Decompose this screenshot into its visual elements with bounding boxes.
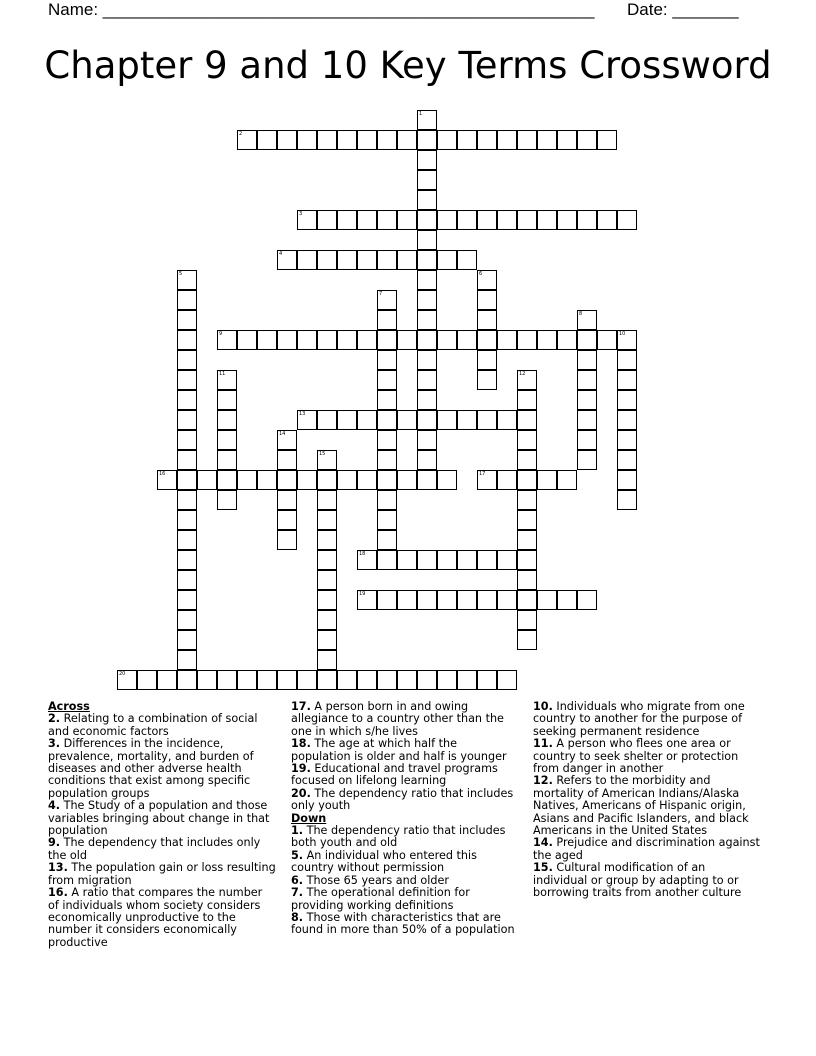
grid-cell[interactable] [297, 470, 317, 490]
grid-cell[interactable] [477, 290, 497, 310]
grid-cell[interactable] [457, 670, 477, 690]
cell-number: 6 [479, 271, 483, 277]
grid-cell[interactable] [317, 450, 337, 470]
cell-number: 12 [519, 371, 526, 377]
grid-cell[interactable] [357, 470, 377, 490]
clue-down-7: 7. The operational definition for providing working definitions [291, 886, 470, 912]
clue-across-13: 13. The population gain or loss resulting from migration [48, 861, 276, 887]
grid-cell[interactable] [217, 370, 237, 390]
grid-cell[interactable] [497, 210, 517, 230]
grid-cell[interactable] [377, 250, 397, 270]
grid-cell[interactable] [277, 330, 297, 350]
page-title: Chapter 9 and 10 Key Terms Crossword [44, 44, 772, 87]
grid-cell[interactable] [497, 470, 517, 490]
grid-cell[interactable] [217, 670, 237, 690]
grid-cell[interactable] [137, 670, 157, 690]
grid-cell[interactable] [577, 350, 597, 370]
grid-cell[interactable] [557, 470, 577, 490]
grid-cell[interactable] [197, 470, 217, 490]
grid-cell[interactable] [577, 370, 597, 390]
grid-cell[interactable] [317, 650, 337, 670]
grid-cell[interactable] [577, 410, 597, 430]
grid-cell[interactable] [317, 670, 337, 690]
clue-down-1: 1. The dependency ratio that includes both youth and old [291, 824, 506, 850]
clue-across-17: 17. A person born in and owing allegiance to a country other than the one in which s/he lives [291, 700, 504, 738]
grid-cell[interactable] [317, 530, 337, 550]
cell-number: 9 [219, 331, 223, 337]
grid-cell[interactable] [517, 330, 537, 350]
grid-cell[interactable] [297, 210, 317, 230]
cell-number: 4 [279, 251, 283, 257]
grid-cell[interactable] [437, 410, 457, 430]
name-field[interactable]: Name: ____________________________________________________ [48, 0, 595, 19]
grid-cell[interactable] [337, 330, 357, 350]
grid-cell[interactable] [337, 210, 357, 230]
grid-cell[interactable] [437, 590, 457, 610]
grid-cell[interactable] [217, 490, 237, 510]
grid-cell[interactable] [297, 410, 317, 430]
grid-cell[interactable] [437, 670, 457, 690]
grid-cell[interactable] [177, 670, 197, 690]
grid-cell[interactable] [377, 350, 397, 370]
grid-cell[interactable] [337, 250, 357, 270]
clue-across-2: 2. Relating to a combination of social and economic factors [48, 712, 258, 738]
grid-cell[interactable] [577, 310, 597, 330]
grid-cell[interactable] [497, 410, 517, 430]
grid-cell[interactable] [617, 330, 637, 350]
grid-cell[interactable] [357, 550, 377, 570]
grid-cell[interactable] [357, 590, 377, 610]
grid-cell[interactable] [277, 430, 297, 450]
grid-cell[interactable] [417, 330, 437, 350]
grid-cell[interactable] [357, 670, 377, 690]
grid-cell[interactable] [577, 590, 597, 610]
grid-cell[interactable] [617, 470, 637, 490]
clue-across-16: 16. A ratio that compares the number of individuals whom society considers economically unproductive to the number it considers economically productive [48, 886, 263, 949]
grid-cell[interactable] [377, 290, 397, 310]
grid-cell[interactable] [377, 330, 397, 350]
grid-cell[interactable] [417, 470, 437, 490]
grid-cell[interactable] [277, 250, 297, 270]
down-heading: Down [291, 811, 327, 825]
grid-cell[interactable] [357, 210, 377, 230]
grid-cell[interactable] [617, 390, 637, 410]
grid-cell[interactable] [377, 490, 397, 510]
grid-cell[interactable] [457, 410, 477, 430]
grid-cell[interactable] [317, 130, 337, 150]
grid-cell[interactable] [397, 130, 417, 150]
grid-cell[interactable] [477, 270, 497, 290]
grid-cell[interactable] [237, 330, 257, 350]
grid-cell[interactable] [557, 330, 577, 350]
grid-cell[interactable] [517, 630, 537, 650]
grid-cell[interactable] [257, 130, 277, 150]
grid-cell[interactable] [517, 550, 537, 570]
grid-cell[interactable] [177, 630, 197, 650]
grid-cell[interactable] [417, 370, 437, 390]
grid-cell[interactable] [417, 590, 437, 610]
grid-cell[interactable] [277, 670, 297, 690]
grid-cell[interactable] [377, 450, 397, 470]
grid-cell[interactable] [177, 470, 197, 490]
grid-cell[interactable] [517, 210, 537, 230]
grid-cell[interactable] [177, 650, 197, 670]
grid-cell[interactable] [177, 610, 197, 630]
grid-cell[interactable] [497, 130, 517, 150]
grid-cell[interactable] [617, 410, 637, 430]
grid-cell[interactable] [177, 530, 197, 550]
grid-cell[interactable] [297, 130, 317, 150]
grid-cell[interactable] [317, 470, 337, 490]
grid-cell[interactable] [377, 510, 397, 530]
grid-cell[interactable] [477, 670, 497, 690]
clue-across-3: 3. Differences in the incidence, prevalence, mortality, and burden of diseases and other adverse health conditions that exist among specific population groups [48, 737, 254, 800]
clue-down-10: 10. Individuals who migrate from one country to another for the purpose of seeking permanent residence [533, 700, 745, 738]
grid-cell[interactable] [437, 250, 457, 270]
clues-column-3 [533, 701, 761, 900]
grid-cell[interactable] [597, 330, 617, 350]
grid-cell[interactable] [417, 430, 437, 450]
clues-column-1 [48, 701, 276, 949]
grid-cell[interactable] [437, 550, 457, 570]
cell-number: 2 [239, 131, 243, 137]
grid-cell[interactable] [377, 470, 397, 490]
grid-cell[interactable] [617, 210, 637, 230]
grid-cell[interactable] [457, 250, 477, 270]
grid-cell[interactable] [177, 490, 197, 510]
clue-down-8: 8. Those with characteristics that are found in more than 50% of a population [291, 910, 515, 937]
grid-cell[interactable] [417, 310, 437, 330]
cell-number: 16 [159, 471, 166, 477]
grid-cell[interactable] [357, 410, 377, 430]
grid-cell[interactable] [577, 390, 597, 410]
grid-cell[interactable] [457, 330, 477, 350]
cell-number: 1 [419, 111, 423, 117]
grid-cell[interactable] [517, 370, 537, 390]
grid-cell[interactable] [377, 590, 397, 610]
grid-cell[interactable] [457, 550, 477, 570]
clue-down-12: 12. Refers to the morbidity and mortality of American Indians/Alaska Natives, Americans of Hispanic origin, Asians and Pacific Islanders, and black Americans in the United States [533, 774, 749, 838]
grid-cell[interactable] [157, 470, 177, 490]
grid-cell[interactable] [577, 330, 597, 350]
grid-cell[interactable] [277, 450, 297, 470]
grid-cell[interactable] [577, 450, 597, 470]
grid-cell[interactable] [277, 510, 297, 530]
grid-cell[interactable] [597, 210, 617, 230]
grid-cell[interactable] [517, 410, 537, 430]
grid-cell[interactable] [237, 130, 257, 150]
grid-cell[interactable] [477, 590, 497, 610]
grid-cell[interactable] [177, 450, 197, 470]
grid-cell[interactable] [417, 270, 437, 290]
grid-cell[interactable] [537, 130, 557, 150]
grid-cell[interactable] [517, 530, 537, 550]
grid-cell[interactable] [337, 470, 357, 490]
grid-cell[interactable] [417, 670, 437, 690]
grid-cell[interactable] [417, 110, 437, 130]
grid-cell[interactable] [377, 210, 397, 230]
grid-cell[interactable] [417, 550, 437, 570]
grid-cell[interactable] [437, 470, 457, 490]
grid-cell[interactable] [517, 450, 537, 470]
grid-cell[interactable] [237, 670, 257, 690]
grid-cell[interactable] [417, 170, 437, 190]
grid-cell[interactable] [477, 130, 497, 150]
grid-cell[interactable] [317, 330, 337, 350]
grid-cell[interactable] [517, 570, 537, 590]
grid-cell[interactable] [357, 250, 377, 270]
cell-number: 10 [619, 331, 626, 337]
grid-cell[interactable] [217, 470, 237, 490]
grid-cell[interactable] [477, 310, 497, 330]
grid-cell[interactable] [457, 130, 477, 150]
across-heading: Across [48, 700, 90, 713]
grid-cell[interactable] [257, 470, 277, 490]
grid-cell[interactable] [557, 130, 577, 150]
clue-across-18: 18. The age at which half the population is older and half is younger [291, 737, 507, 763]
grid-cell[interactable] [417, 130, 437, 150]
grid-cell[interactable] [177, 390, 197, 410]
cell-number: 8 [579, 311, 583, 317]
grid-cell[interactable] [357, 330, 377, 350]
grid-cell[interactable] [237, 470, 257, 490]
grid-cell[interactable] [437, 330, 457, 350]
clue-across-9: 9. The dependency that includes only the old [48, 836, 261, 862]
grid-cell[interactable] [357, 130, 377, 150]
cell-number: 15 [319, 451, 326, 457]
grid-cell[interactable] [257, 670, 277, 690]
grid-cell[interactable] [177, 550, 197, 570]
date-field[interactable]: Date: _______ [627, 0, 739, 19]
grid-cell[interactable] [217, 450, 237, 470]
grid-cell[interactable] [317, 210, 337, 230]
grid-cell[interactable] [437, 210, 457, 230]
grid-cell[interactable] [617, 450, 637, 470]
grid-cell[interactable] [417, 450, 437, 470]
grid-cell[interactable] [397, 670, 417, 690]
grid-cell[interactable] [517, 490, 537, 510]
grid-cell[interactable] [177, 270, 197, 290]
grid-cell[interactable] [517, 390, 537, 410]
grid-cell[interactable] [317, 590, 337, 610]
grid-cell[interactable] [417, 290, 437, 310]
cell-number: 13 [299, 411, 306, 417]
grid-cell[interactable] [417, 350, 437, 370]
grid-cell[interactable] [577, 430, 597, 450]
grid-cell[interactable] [377, 410, 397, 430]
grid-cell[interactable] [617, 350, 637, 370]
grid-cell[interactable] [537, 470, 557, 490]
grid-cell[interactable] [517, 470, 537, 490]
clue-across-4: 4. The Study of a population and those variables bringing about change in that population [48, 799, 270, 838]
grid-cell[interactable] [217, 430, 237, 450]
grid-cell[interactable] [217, 390, 237, 410]
grid-cell[interactable] [477, 470, 497, 490]
grid-cell[interactable] [557, 210, 577, 230]
grid-cell[interactable] [177, 510, 197, 530]
grid-cell[interactable] [377, 310, 397, 330]
cell-number: 14 [279, 431, 286, 437]
grid-cell[interactable] [497, 670, 517, 690]
clue-down-6: 6. Those 65 years and older [291, 873, 449, 887]
grid-cell[interactable] [177, 370, 197, 390]
grid-cell[interactable] [417, 210, 437, 230]
cell-number: 20 [119, 671, 126, 677]
grid-cell[interactable] [177, 590, 197, 610]
grid-cell[interactable] [497, 590, 517, 610]
grid-cell[interactable] [477, 550, 497, 570]
grid-cell[interactable] [337, 130, 357, 150]
grid-cell[interactable] [417, 250, 437, 270]
grid-cell[interactable] [477, 210, 497, 230]
grid-cell[interactable] [337, 410, 357, 430]
grid-cell[interactable] [437, 130, 457, 150]
grid-cell[interactable] [177, 290, 197, 310]
cell-number: 11 [219, 371, 226, 377]
grid-cell[interactable] [177, 310, 197, 330]
grid-cell[interactable] [537, 590, 557, 610]
grid-cell[interactable] [377, 530, 397, 550]
grid-cell[interactable] [557, 590, 577, 610]
grid-cell[interactable] [417, 390, 437, 410]
grid-cell[interactable] [497, 550, 517, 570]
cell-number: 19 [359, 591, 366, 597]
grid-cell[interactable] [397, 210, 417, 230]
grid-cell[interactable] [157, 670, 177, 690]
grid-cell[interactable] [177, 350, 197, 370]
grid-cell[interactable] [377, 370, 397, 390]
grid-cell[interactable] [417, 230, 437, 250]
grid-cell[interactable] [397, 550, 417, 570]
grid-cell[interactable] [377, 430, 397, 450]
grid-cell[interactable] [377, 130, 397, 150]
cell-number: 3 [299, 211, 303, 217]
grid-cell[interactable] [317, 410, 337, 430]
grid-cell[interactable] [497, 330, 517, 350]
grid-cell[interactable] [377, 550, 397, 570]
grid-cell[interactable] [517, 590, 537, 610]
grid-cell[interactable] [177, 570, 197, 590]
grid-cell[interactable] [577, 210, 597, 230]
grid-cell[interactable] [297, 670, 317, 690]
clues-column-2 [291, 701, 519, 937]
grid-cell[interactable] [617, 490, 637, 510]
grid-cell[interactable] [517, 510, 537, 530]
grid-cell[interactable] [277, 470, 297, 490]
grid-cell[interactable] [297, 330, 317, 350]
grid-cell[interactable] [397, 590, 417, 610]
grid-cell[interactable] [377, 670, 397, 690]
grid-cell[interactable] [417, 190, 437, 210]
clue-across-20: 20. The dependency ratio that includes only youth [291, 786, 514, 813]
grid-cell[interactable] [217, 330, 237, 350]
grid-cell[interactable] [477, 350, 497, 370]
cell-number: 7 [379, 291, 383, 297]
grid-cell[interactable] [397, 470, 417, 490]
grid-cell[interactable] [377, 390, 397, 410]
clue-across-19: 19. Educational and travel programs focused on lifelong learning [291, 762, 498, 788]
grid-cell[interactable] [577, 130, 597, 150]
grid-cell[interactable] [277, 130, 297, 150]
grid-cell[interactable] [177, 410, 197, 430]
grid-cell[interactable] [337, 670, 357, 690]
grid-cell[interactable] [397, 250, 417, 270]
grid-cell[interactable] [217, 410, 237, 430]
grid-cell[interactable] [317, 250, 337, 270]
grid-cell[interactable] [177, 430, 197, 450]
grid-cell[interactable] [397, 410, 417, 430]
grid-cell[interactable] [317, 510, 337, 530]
grid-cell[interactable] [297, 250, 317, 270]
clue-down-5: 5. An individual who entered this country without permission [291, 848, 477, 875]
grid-cell[interactable] [117, 670, 137, 690]
grid-cell[interactable] [397, 330, 417, 350]
grid-cell[interactable] [317, 490, 337, 510]
grid-cell[interactable] [477, 370, 497, 390]
grid-cell[interactable] [457, 590, 477, 610]
grid-cell[interactable] [517, 130, 537, 150]
cell-number: 5 [179, 271, 183, 277]
grid-cell[interactable] [277, 530, 297, 550]
clue-down-11: 11. A person who flees one area or country to seek shelter or protection from danger in another [533, 737, 739, 776]
grid-cell[interactable] [517, 430, 537, 450]
clue-down-15: 15. Cultural modification of an individual or group by adapting to or borrowing traits from another culture [533, 861, 742, 900]
grid-cell[interactable] [317, 550, 337, 570]
grid-cell[interactable] [537, 210, 557, 230]
grid-cell[interactable] [417, 410, 437, 430]
grid-cell[interactable] [317, 630, 337, 650]
grid-cell[interactable] [257, 330, 277, 350]
grid-cell[interactable] [277, 490, 297, 510]
grid-cell[interactable] [477, 410, 497, 430]
grid-cell[interactable] [417, 150, 437, 170]
clue-down-14: 14. Prejudice and discrimination against the aged [533, 836, 760, 862]
cell-number: 18 [359, 551, 366, 557]
grid-cell[interactable] [457, 210, 477, 230]
grid-cell[interactable] [317, 570, 337, 590]
grid-cell[interactable] [177, 330, 197, 350]
grid-cell[interactable] [477, 330, 497, 350]
grid-cell[interactable] [517, 610, 537, 630]
grid-cell[interactable] [617, 370, 637, 390]
grid-cell[interactable] [537, 330, 557, 350]
grid-cell[interactable] [317, 610, 337, 630]
grid-cell[interactable] [617, 430, 637, 450]
grid-cell[interactable] [197, 670, 217, 690]
grid-cell[interactable] [597, 130, 617, 150]
cell-number: 17 [479, 471, 486, 477]
